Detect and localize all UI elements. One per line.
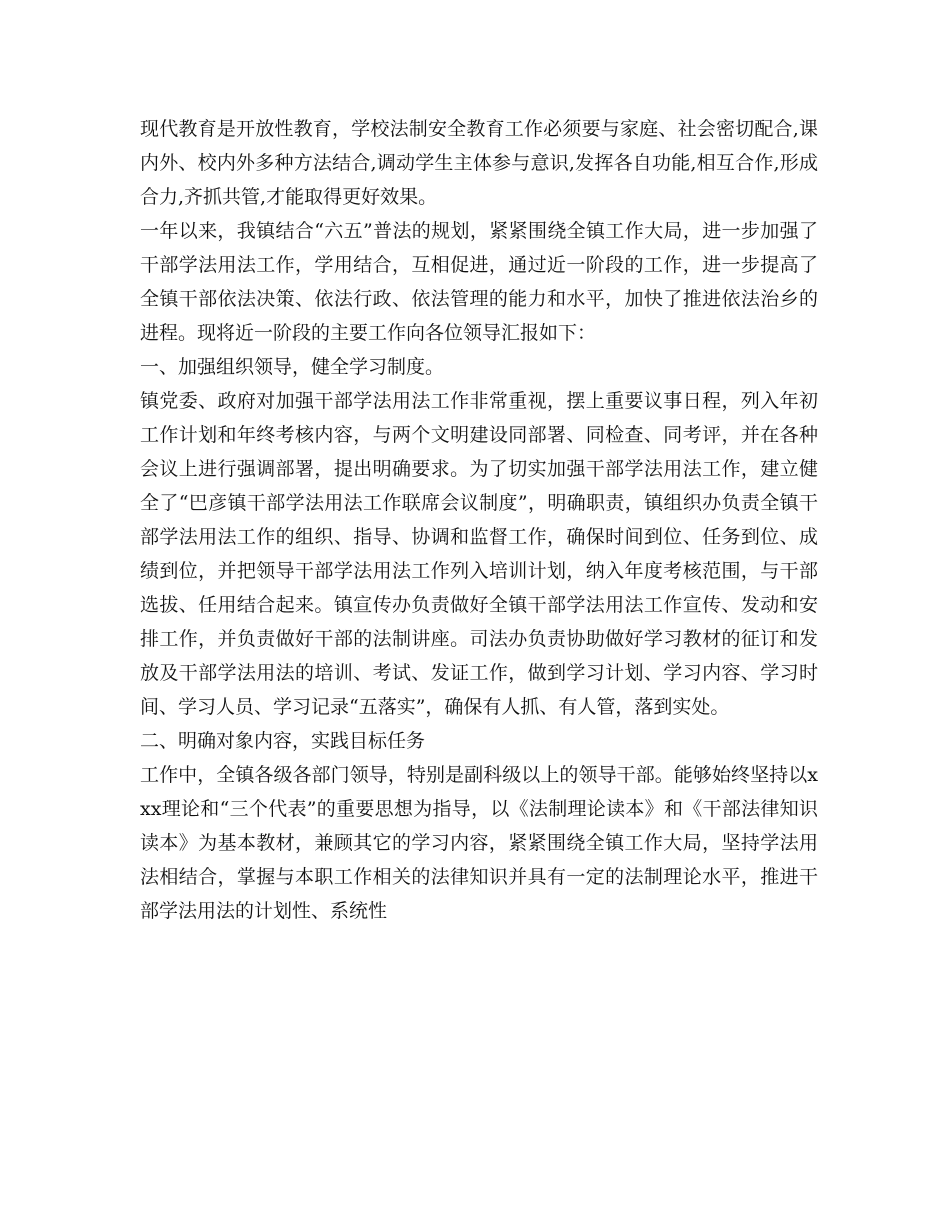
document-body bbox=[140, 112, 818, 928]
intro-paragraph: 现代教育是开放性教育，学校法制安全教育工作必须要与家庭、社会密切配合,课内外、校内外多种方法结合,调动学生主体参与意识,发挥各自功能,相互合作,形成合力,齐抓共管,才能取得更好效果。 bbox=[140, 118, 818, 208]
section-heading-2: 二、明确对象内容，实践目标任务 bbox=[140, 730, 426, 752]
summary-paragraph: 一年以来，我镇结合“六五”普法的规划，紧紧围绕全镇工作大局，进一步加强了干部学法用法工作，学用结合，互相促进，通过近一阶段的工作，进一步提高了全镇干部依法决策、依法行政、依法管理的能力和水平，加快了推进依法治乡的进程。现将近一阶段的主要工作向各位领导汇报如下： bbox=[140, 220, 818, 344]
section-1-paragraph: 镇党委、政府对加强干部学法用法工作非常重视，摆上重要议事日程，列入年初工作计划和年终考核内容，与两个文明建设同部署、同检查、同考评，并在各种会议上进行强调部署，提出明确要求。为了切实加强干部学法用法工作，建立健全了“巴彦镇干部学法用法工作联席会议制度”，明确职责，镇组织办负责全镇干部学法用法工作的组织、指导、协调和监督工作，确保时间到位、任务到位、成绩到位，并把领导干部学法用法工作列入培训计划，纳入年度考核范围，与干部选拔、任用结合起来。镇宣传办负责做好全镇干部学法用法工作宣传、发动和安排工作，并负责做好干部的法制讲座。司法办负责协助做好学习教材的征订和发放及干部学法用法的培训、考试、发证工作，做到学习计划、学习内容、学习时间、学习人员、学习记录“五落实”，确保有人抓、有人管，落到实处。 bbox=[140, 390, 818, 718]
section-heading-1: 一、加强组织领导，健全学习制度。 bbox=[140, 356, 445, 378]
section-2-paragraph: 工作中，全镇各级各部门领导，特别是副科级以上的领导干部。能够始终坚持以xxx理论和“三个代表”的重要思想为指导，以《法制理论读本》和《干部法律知识读本》为基本教材，兼顾其它的学习内容，紧紧围绕全镇工作大局，坚持学法用法相结合，掌握与本职工作相关的法律知识并具有一定的法制理论水平，推进干部学法用法的计划性、系统性 bbox=[140, 764, 818, 922]
